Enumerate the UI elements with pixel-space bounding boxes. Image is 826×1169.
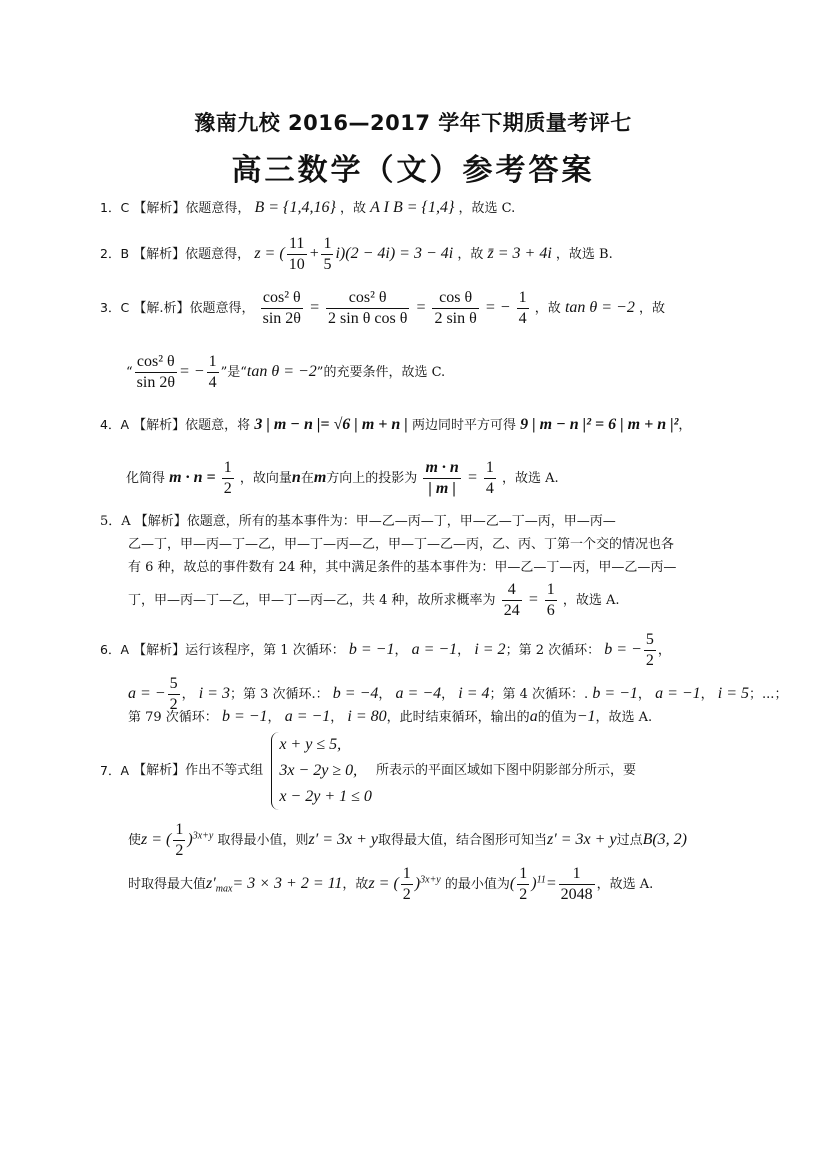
q7-line-3: 时取得最大值$z'_{max}= 3 \times 3 + 2 = 11$，故z = ( $\frac{1}{2}$ )$^{3x+y}$ 的最小值为( $\frac{1}{2}$ )$^{11}$= $\frac{1}{2048}$ ，故选 A.: [128, 865, 654, 903]
q2-line: [100, 234, 613, 275]
q5-line-4: 丁，甲—丙—丁—乙，甲—丁—丙—乙，共 4 种，故所求概率为 $\frac{4}{24}$ = $\frac{1}{6}$ ，故选 A.: [128, 581, 620, 619]
q7-frac-3: $\frac{1}{2}$: [519, 865, 528, 903]
q1-line: [100, 198, 515, 219]
q3-l2-tan: tan θ = −2: [246, 363, 317, 380]
q1-mid: ，故: [340, 201, 367, 216]
q2-conjugate: z̄ = 3 + 4i: [487, 245, 552, 262]
q2-lhs: z = (: [254, 245, 285, 262]
q4-line-2: 化简得 m · n = $\frac{1}{2}$ ，故向量n在m方向上的投影为 $\frac{m \cdot n}{| m |}$ = $\frac{1}{4}$ ，故选 A.: [126, 459, 559, 497]
q3-mid: ，故: [534, 301, 561, 316]
q2-end: ，故选 B.: [555, 247, 613, 262]
q7-line-2: 使z = ( $\frac{1}{2}$ )$^{3x+y}$ 取得最小值，则z′ = 3x + y取得最大值，结合图形可知当z′ = 3x + y过点B(3, 2): [128, 821, 688, 859]
q1-number: 1．C: [100, 200, 130, 215]
q4-number: 4．A: [100, 417, 130, 432]
q5-line-1: 5．A 【解析】依题意，所有的基本事件为：甲—乙—丙—丁，甲—乙—丁—丙，甲—丙—: [100, 514, 616, 529]
q6-line-2: a = − $\frac{5}{2}$ ， i = 3；第 3 次循环.： b = −4， a = −4， i = 4；第 4 次循环：. b = −1， a = −1， i = 5；...；: [128, 675, 788, 713]
q2-rhs: i)(2 − 4i) = 3 − 4i: [335, 245, 454, 262]
q1-expr-intersection: A I B = {1,4}: [370, 199, 455, 216]
q4-expr-1: 3 | m − n |= √6 | m + n |: [254, 416, 408, 433]
q4-expr-2: 9 | m − n |² = 6 | m + n |²: [520, 416, 679, 433]
q5-frac-2: $\frac{1}{6}$: [546, 581, 555, 619]
q6-frac-2: $\frac{5}{2}$: [169, 675, 178, 713]
q7-inequality-system: x + y ≤ 5, 3x − 2y ≥ 0, x − 2y + 1 ≤ 0: [271, 732, 372, 810]
q2-frac-2: $\frac{1}{5}$: [323, 235, 332, 273]
q1-tag: 【解析】依题意得，: [133, 201, 251, 216]
q3-frac-4: $\frac{1}{4}$: [518, 289, 527, 327]
q4-frac-1: $\frac{1}{2}$: [223, 459, 232, 497]
q3-line-1: 3．C 【解.析】依题意得， $\frac{\text{cos² θ}}{\sin 2\theta}$ = $\frac{\text{cos² θ}}{\text{2 sin θ cos θ}}$ = $\frac{\text{cos θ}}{\text{2 sin θ}}$ = − $\frac{1}{4}$ ，故 tan θ = −2 ，故: [100, 289, 666, 327]
q4-frac-2: $\frac{m \cdot n}{| m |}$: [425, 459, 459, 497]
q2-plus: +: [308, 245, 320, 262]
q3-l2-frac-2: $\frac{1}{4}$: [208, 353, 217, 391]
q2-tag: 【解析】依题意得，: [133, 247, 251, 262]
q1-end: ，故选 C.: [458, 201, 516, 216]
q5-frac-1: $\frac{4}{24}$: [503, 581, 520, 619]
q7-frac-2: $\frac{1}{2}$: [402, 865, 411, 903]
q1-expr-b: B = {1,4,16}: [254, 199, 336, 216]
exam-title: 豫南九校 2016—2017 学年下期质量考评七: [194, 111, 632, 135]
q3-tag: 【解.析】依题意得，: [133, 301, 255, 316]
q6-frac-1: $\frac{5}{2}$: [645, 631, 654, 669]
q3-tan: tan θ = −2: [564, 299, 635, 316]
q3-line-2: “ $\frac{\text{cos² θ}}{\sin 2\theta}$ = − $\frac{1}{4}$ ”是“tan θ = −2”的充要条件，故选 C.: [126, 353, 446, 391]
q3-frac-3: $\frac{\text{cos θ}}{\text{2 sin θ}}$: [434, 289, 477, 327]
q2-number: 2．B: [100, 246, 130, 261]
q5-line-2: 乙—丁，甲—丙—丁—乙，甲—丁—丙—乙，甲—丁—乙—丙，乙、丙、丁第一个交的情况也各: [128, 537, 675, 552]
q3-frac-1: $\frac{\text{cos² θ}}{\sin 2\theta}$: [262, 289, 301, 327]
q3-l2-frac-1: $\frac{\text{cos² θ}}{\sin 2\theta}$: [136, 353, 175, 391]
q4-tag: 【解析】依题意，将: [133, 418, 251, 433]
answer-title: 高三数学（文）参考答案: [231, 153, 595, 188]
q7-line-1: 7．A 【解析】作出不等式组 x + y ≤ 5, 3x − 2y ≥ 0, x − 2y + 1 ≤ 0 所表示的平面区域如下图中阴影部分所示，要: [100, 732, 636, 810]
q7-number: 7．A: [100, 763, 130, 778]
q5-line-3: 有 6 种，故总的事件数有 24 种，其中满足条件的基本事件为：甲—乙—丁—丙，甲—乙—丙—: [128, 560, 677, 575]
q2-mid: ，故: [457, 247, 484, 262]
q4-frac-3: $\frac{1}{4}$: [485, 459, 494, 497]
q7-frac-1: $\frac{1}{2}$: [175, 821, 184, 859]
q3-end: ，故: [639, 301, 666, 316]
q3-number: 3．C: [100, 300, 130, 315]
q7-frac-4: $\frac{1}{2048}$: [560, 865, 593, 903]
q2-frac-1: $\frac{11}{10}$: [288, 235, 305, 273]
q3-frac-2: $\frac{\text{cos² θ}}{\text{2 sin θ cos θ}}$: [328, 289, 408, 327]
q6-line-3: 第 79 次循环： b = −1， a = −1， i = 80，此时结束循环，输出的a的值为−1，故选 A.: [128, 708, 653, 725]
q6-line-1: 6．A 【解析】运行该程序，第 1 次循环： b = −1， a = −1， i = 2；第 2 次循环： b = − $\frac{5}{2}$ ，: [100, 631, 671, 669]
q4-line-1: 4．A 【解析】依题意，将 3 | m − n |= √6 | m + n | 两边同时平方可得 9 | m − n |² = 6 | m + n |²，: [100, 416, 692, 433]
q6-number: 6．A: [100, 642, 130, 657]
